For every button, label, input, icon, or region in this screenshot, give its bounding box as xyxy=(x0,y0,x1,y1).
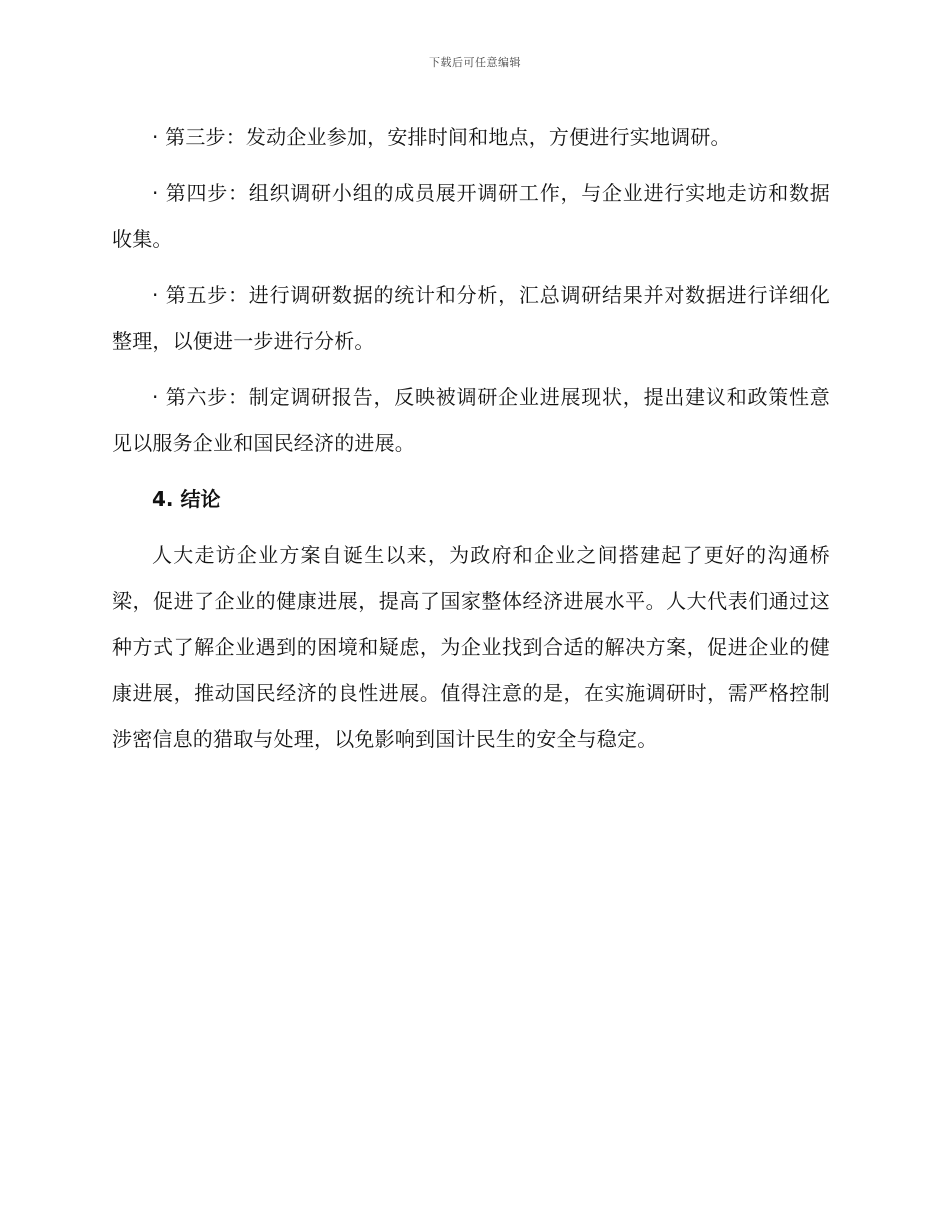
step-5: · 第五步：进行调研数据的统计和分析，汇总调研结果并对数据进行详细化整理，以便进一步进行分析。 xyxy=(112,283,830,353)
step-6: · 第六步：制定调研报告，反映被调研企业进展现状，提出建议和政策性意见以服务企业和国民经济的进展。 xyxy=(112,385,830,455)
step-3: · 第三步：发动企业参加，安排时间和地点，方便进行实地调研。 xyxy=(152,125,731,149)
section-heading-conclusion: 4. 结论 xyxy=(152,487,221,511)
document-body xyxy=(112,114,830,772)
conclusion-paragraph: 人大走访企业方案自诞生以来，为政府和企业之间搭建起了更好的沟通桥梁，促进了企业的健康进展，提高了国家整体经济进展水平。人大代表们通过这种方式了解企业遇到的困境和疑虑，为企业找到合适的解决方案，促进企业的健康进展，推动国民经济的良性进展。值得注意的是，在实施调研时，需严格控制涉密信息的猎取与处理，以免影响到国计民生的安全与稳定。 xyxy=(112,543,830,751)
page-header: 下载后可任意编辑 xyxy=(429,56,521,69)
step-4: · 第四步：组织调研小组的成员展开调研工作，与企业进行实地走访和数据收集。 xyxy=(112,181,830,251)
